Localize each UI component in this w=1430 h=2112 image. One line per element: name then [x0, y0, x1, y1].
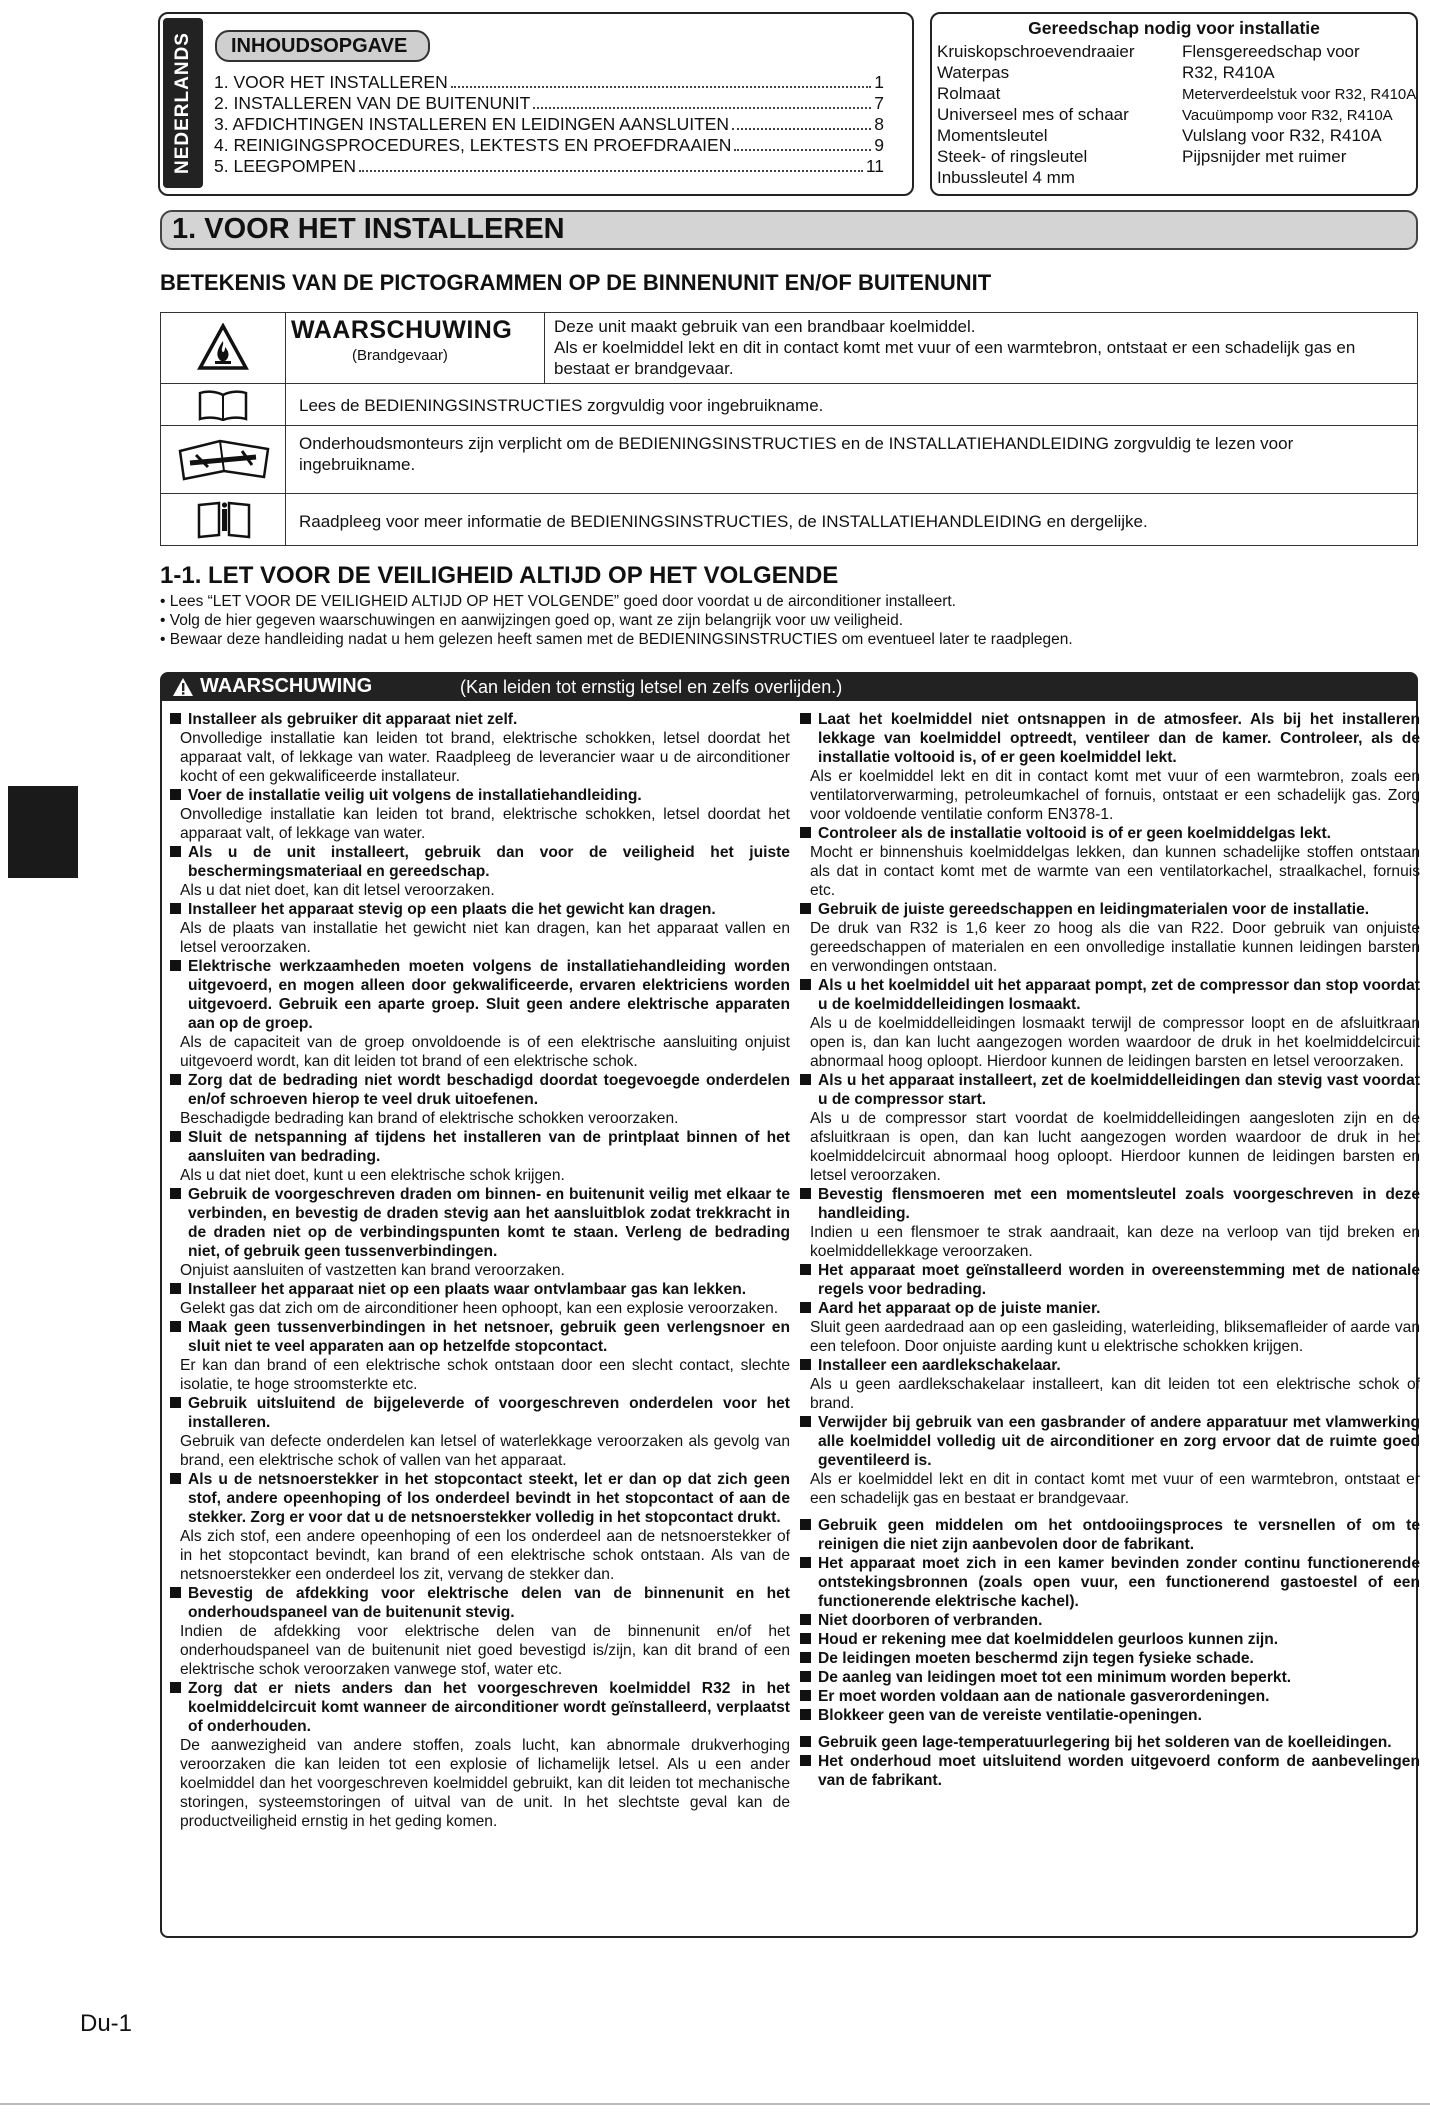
warning-item: Gebruik geen middelen om het ontdooiingsproces te versnellen of om te reinigen die niet zijn aanbevolen door de fabrikant. — [800, 1516, 1420, 1554]
warning-item: Niet doorboren of verbranden. — [800, 1611, 1420, 1630]
toc-title: INHOUDSOPGAVE — [215, 30, 430, 62]
warning-item: Zorg dat de bedrading niet wordt beschadigd doordat toegevoegde onderdelen en/of schroeven hierop te veel druk uitoefenen. Beschadigde bedrading kan brand of elektrische schokken veroorzaken. — [170, 1071, 790, 1128]
tool-item: R32, R410A — [1182, 63, 1275, 82]
warning-item: Als u het apparaat installeert, zet de koelmiddelleidingen dan stevig vast voordat u de compressor start. Als u de compressor start voordat de koelmiddelleidingen aangesloten zijn en de afsluitkraan is open, dan kan lucht aangezogen worden waardoor de druk in het koelmiddelcircuit abnormaal hoog oploopt. Hierdoor kunnen de leidingen barsten en letsel veroorzaken. — [800, 1071, 1420, 1185]
warning-item: Als u het koelmiddel uit het apparaat pompt, zet de compressor dan stop voordat u de koelmiddelleidingen losmaakt. Als u de koelmiddelleidingen losmaakt terwijl de compressor loopt en de afsluitkraan open is, dan kan lucht aangezogen worden waardoor de druk in het koelmiddelcircuit abnormaal hoog oploopt. Hierdoor kunnen de leidingen barsten en letsel veroorzaken. — [800, 976, 1420, 1071]
pictogram-heading: BETEKENIS VAN DE PICTOGRAMMEN OP DE BINNENUNIT EN/OF BUITENUNIT — [160, 270, 992, 295]
service-manual-icon — [176, 433, 272, 485]
warning-item: Gebruik de voorgeschreven draden om binnen- en buitenunit veilig met elkaar te verbinden, en bevestig de draden stevig aan het aansluitblok zodat trekkracht in de draden niet op de verbindingspunten komt te staan. Verleng de bedrading niet, of gebruik geen tussenverbindingen. Onjuist aansluiten of vastzetten kan brand veroorzaken. — [170, 1185, 790, 1280]
warning-item: Zorg dat er niets anders dan het voorgeschreven koelmiddel R32 in het koelmiddelcircuit komt wanneer de airconditioner wordt geïnstalleerd, verplaatst of onderhouden. De aanwezigheid van andere stoffen, zoals lucht, kan abnormale drukverhoging veroorzaken die kan leiden tot een explosie of lichamelijk letsel. Als u een ander koelmiddel dan het voorgeschreven koelmiddel gebruikt, kan dit leiden tot mechanische storingen, systeemstoringen of uitval van de unit. In het slechtste geval kan de productveiligheid ernstig in het geding komen. — [170, 1679, 790, 1831]
pictogram-row-text: Raadpleeg voor meer informatie de BEDIENINGSINSTRUCTIES, de INSTALLATIEHANDLEIDING en dergelijke. — [299, 512, 1148, 531]
page-number: Du-1 — [80, 2010, 133, 2037]
language-tab — [163, 18, 203, 188]
toc-item[interactable]: 3. AFDICHTINGEN INSTALLEREN EN LEIDINGEN AANSLUITEN 8 — [214, 114, 884, 134]
tool-item: Momentsleutel — [937, 126, 1048, 145]
warning-item: Installeer het apparaat niet op een plaats waar ontvlambaar gas kan lekken. Gelekt gas dat zich om de airconditioner heen ophoopt, kan een explosie veroorzaken. — [170, 1280, 790, 1318]
warning-item: Als u de netsnoerstekker in het stopcontact steekt, let er dan op dat zich geen stof, andere opeenhoping of los onderdeel bevindt in het stopcontact of aan de stekker. Zorg er voor dat u de netsnoerstekker volledig in het stopcontact drukt. Als zich stof, een andere opeenhoping of een los onderdeel aan de netsnoerstekker of in het stopcontact bevindt, kan brand of een elektrische schok ontstaan. Als van de netsnoerstekker een onderdeel los zit, vervang de stekker dan. — [170, 1470, 790, 1584]
tool-item: Universeel mes of schaar — [937, 105, 1129, 124]
warning-item: Er moet worden voldaan aan de nationale gasverordeningen. — [800, 1687, 1420, 1706]
warning-item: De aanleg van leidingen moet tot een minimum worden beperkt. — [800, 1668, 1420, 1687]
warning-item: Het apparaat moet geïnstalleerd worden in overeenstemming met de nationale regels voor bedrading. — [800, 1261, 1420, 1299]
toc-item[interactable]: 1. VOOR HET INSTALLEREN 1 — [214, 72, 884, 92]
warning-label-sub: (Brandgevaar) — [352, 347, 448, 364]
book-icon — [196, 389, 250, 421]
info-book-icon — [195, 499, 253, 539]
warning-triangle-icon — [172, 677, 194, 697]
pictogram-row-text: Lees de BEDIENINGSINSTRUCTIES zorgvuldig voor ingebruikname. — [299, 396, 824, 415]
safety-heading: 1-1. LET VOOR DE VEILIGHEID ALTIJD OP HET VOLGENDE — [160, 562, 839, 589]
warning-item: Sluit de netspanning af tijdens het installeren van de printplaat binnen of het aansluiten van bedrading. Als u dat niet doet, kunt u een elektrische schok krijgen. — [170, 1128, 790, 1185]
warning-item: Gebruik geen lage-temperatuurlegering bij het solderen van de koelleidingen. — [800, 1733, 1420, 1752]
warning-item: Maak geen tussenverbindingen in het netsnoer, gebruik geen verlengsnoer en sluit niet te veel apparaten aan op hetzelfde stopcontact. Er kan dan brand of een elektrische schok ontstaan door een slecht contact, slechte isolatie, te hoge stroomsterkte etc. — [170, 1318, 790, 1394]
warning-item: Voer de installatie veilig uit volgens de installatiehandleiding. Onvolledige installatie kan leiden tot brand, elektrische schokken, letsel doordat het apparaat valt, of lekkage van water. — [170, 786, 790, 843]
warning-item: Als u de unit installeert, gebruik dan voor de veiligheid het juiste beschermingsmateriaal en gereedschap. Als u dat niet doet, kan dit letsel veroorzaken. — [170, 843, 790, 900]
warning-label-text: WAARSCHUWING — [291, 316, 513, 344]
warning-item: Installeer een aardlekschakelaar. Als u geen aardlekschakelaar installeert, kan dit leiden tot een elektrische schok of brand. — [800, 1356, 1420, 1413]
tools-title: Gereedschap nodig voor installatie — [1028, 18, 1320, 38]
toc-item[interactable]: 5. LEEGPOMPEN 11 — [214, 156, 884, 176]
warning-item: Installeer als gebruiker dit apparaat niet zelf. Onvolledige installatie kan leiden tot brand, elektrische schokken, letsel doordat het apparaat valt, of lekkage van water. Raadpleeg de leverancier waar u de airconditioner kocht of een gekwalificeerde installateur. — [170, 710, 790, 786]
safety-bullet: • Volg de hier gegeven waarschuwingen en aanwijzingen goed op, want ze zijn belangrijk voor uw veiligheid. — [160, 612, 904, 629]
warning-item: Verwijder bij gebruik van een gasbrander of andere apparatuur met vlamwerking alle koelmiddel volledig uit de airconditioner en zorg ervoor dat de ruimte goed geventileerd is. Als er koelmiddel lekt en dit in contact komt met vuur of een warmtebron, ontstaat er een schadelijk gas en bestaat er brandgevaar. — [800, 1413, 1420, 1508]
tool-item: Vulslang voor R32, R410A — [1182, 126, 1382, 145]
warning-item: Het onderhoud moet uitsluitend worden uitgevoerd conform de aanbevelingen van de fabrikant. — [800, 1752, 1420, 1790]
tool-item: Steek- of ringsleutel — [937, 147, 1088, 166]
side-tab-marker — [8, 786, 78, 878]
warning-label — [291, 316, 513, 364]
warning-item: Houd er rekening mee dat koelmiddelen geurloos kunnen zijn. — [800, 1630, 1420, 1649]
warning-item: Het apparaat moet zich in een kamer bevinden zonder continu functionerende ontstekingsbronnen (zoals open vuur, een functionerend gastoestel of een functionerende elektrische kachel). — [800, 1554, 1420, 1611]
warning-item: Elektrische werkzaamheden moeten volgens de installatiehandleiding worden uitgevoerd, en mogen alleen door gekwalificeerde, ervaren elektriciens worden uitgevoerd. Gebruik een aparte groep. Sluit geen andere elektrische apparaten aan op de groep. Als de capaciteit van de groep onvoldoende is of een elektrische aansluiting onjuist uitgevoerd wordt, kan dit leiden tot brand of een elektrische schok. — [170, 957, 790, 1071]
warning-text: Deze unit maakt gebruik van een brandbaar koelmiddel. Als er koelmiddel lekt en dit in contact komt met vuur of een warmtebron, ontstaat er een schadelijk gas en bestaat er brandgevaar. — [554, 317, 1356, 378]
warning-item: Controleer als de installatie voltooid is of er geen koelmiddelgas lekt. Mocht er binnenshuis koelmiddelgas lekken, dan kunnen schadelijke stoffen ontstaan als dat in contact komt met de warmte van een ventilatorkachel, straalkachel, fornuis etc. — [800, 824, 1420, 900]
safety-bullet: • Lees “LET VOOR DE VEILIGHEID ALTIJD OP HET VOLGENDE” goed door voordat u de airconditioner installeert. — [160, 593, 956, 610]
pictogram-row-text: Onderhoudsmonteurs zijn verplicht om de BEDIENINGSINSTRUCTIES en de INSTALLATIEHANDLEIDING zorgvuldig te lezen voor ingebruikname. — [299, 434, 1294, 474]
flame-warning-icon — [197, 323, 249, 371]
warning-item: Aard het apparaat op de juiste manier. Sluit geen aardedraad aan op een gasleiding, waterleiding, bliksemafleider of aarde van een telefoon. Door onjuiste aarding kunt u elektrische schokken krijgen. — [800, 1299, 1420, 1356]
warning-item: Bevestig de afdekking voor elektrische delen van de binnenunit en het onderhoudspaneel van de buitenunit stevig. Indien de afdekking voor elektrische delen van de binnenunit en/of het onderhoudspaneel van de buitenunit niet goed bevestigd is/zijn, kan dit brand of een elektrische schok veroorzaken vanwege stof, water etc. — [170, 1584, 790, 1679]
tool-item: Inbussleutel 4 mm — [937, 168, 1075, 187]
warning-item: Gebruik uitsluitend de bijgeleverde of voorgeschreven onderdelen voor het installeren. Gebruik van defecte onderdelen kan letsel of waterlekkage veroorzaken als gevolg van brand, een elektrische schok of vallen van het apparaat. — [170, 1394, 790, 1470]
tool-item: Rolmaat — [937, 84, 1001, 103]
warning-item: Laat het koelmiddel niet ontsnappen in de atmosfeer. Als bij het installeren lekkage van koelmiddel optreedt, ventileer dan de kamer. Controleer, als de installatie voltooid is, of er geen koelmiddel lekt. Als er koelmiddel lekt en dit in contact komt met vuur of een warmtebron, zoals een ventilatorverwarming, petroleumkachel of fornuis, ontstaat er een schadelijk gas. Zorg voor voldoende ventilatie conform EN378-1. — [800, 710, 1420, 824]
tool-item: Pijpsnijder met ruimer — [1182, 147, 1347, 166]
tool-item: Vacuümpomp voor R32, R410A — [1182, 107, 1393, 124]
language-label: NEDERLANDS — [172, 32, 193, 174]
warning-title: WAARSCHUWING — [200, 675, 373, 697]
warning-column-left — [170, 710, 790, 1831]
pictogram-table — [160, 312, 1418, 546]
warning-item: Gebruik de juiste gereedschappen en leidingmaterialen voor de installatie. De druk van R32 is 1,6 keer zo hoog als die van R22. Door gebruik van onjuiste gereedschappen of materialen en een onvolledige installatie kunnen leidingen barsten en verwondingen ontstaan. — [800, 900, 1420, 976]
toc-item[interactable]: 2. INSTALLEREN VAN DE BUITENUNIT 7 — [214, 93, 884, 113]
warning-item: Blokkeer geen van de vereiste ventilatie-openingen. — [800, 1706, 1420, 1725]
tool-item: Flensgereedschap voor — [1182, 42, 1360, 61]
footer-line — [0, 2103, 1430, 2105]
toc-item[interactable]: 4. REINIGINGSPROCEDURES, LEKTESTS EN PROEFDRAAIEN 9 — [214, 135, 884, 155]
tool-item: Waterpas — [937, 63, 1010, 82]
warning-item: Bevestig flensmoeren met een momentsleutel zoals voorgeschreven in deze handleiding. Indien u een flensmoer te strak aandraait, kan deze na verloop van tijd breken en koelmiddellekkage veroorzaken. — [800, 1185, 1420, 1261]
warning-column-right — [800, 710, 1420, 1790]
section-title: 1. VOOR HET INSTALLEREN — [172, 213, 565, 245]
safety-bullet: • Bewaar deze handleiding nadat u hem gelezen heeft samen met de BEDIENINGSINSTRUCTIES om eventueel later te raadplegen. — [160, 631, 1073, 648]
tool-item: Kruiskopschroevendraaier — [937, 42, 1135, 61]
warning-subtitle: (Kan leiden tot ernstig letsel en zelfs overlijden.) — [460, 677, 843, 697]
tool-item: Meterverdeelstuk voor R32, R410A — [1182, 86, 1417, 103]
warning-item: Installeer het apparaat stevig op een plaats die het gewicht kan dragen. Als de plaats van installatie het gewicht niet kan dragen, kan het apparaat vallen en letsel veroorzaken. — [170, 900, 790, 957]
warning-item: De leidingen moeten beschermd zijn tegen fysieke schade. — [800, 1649, 1420, 1668]
